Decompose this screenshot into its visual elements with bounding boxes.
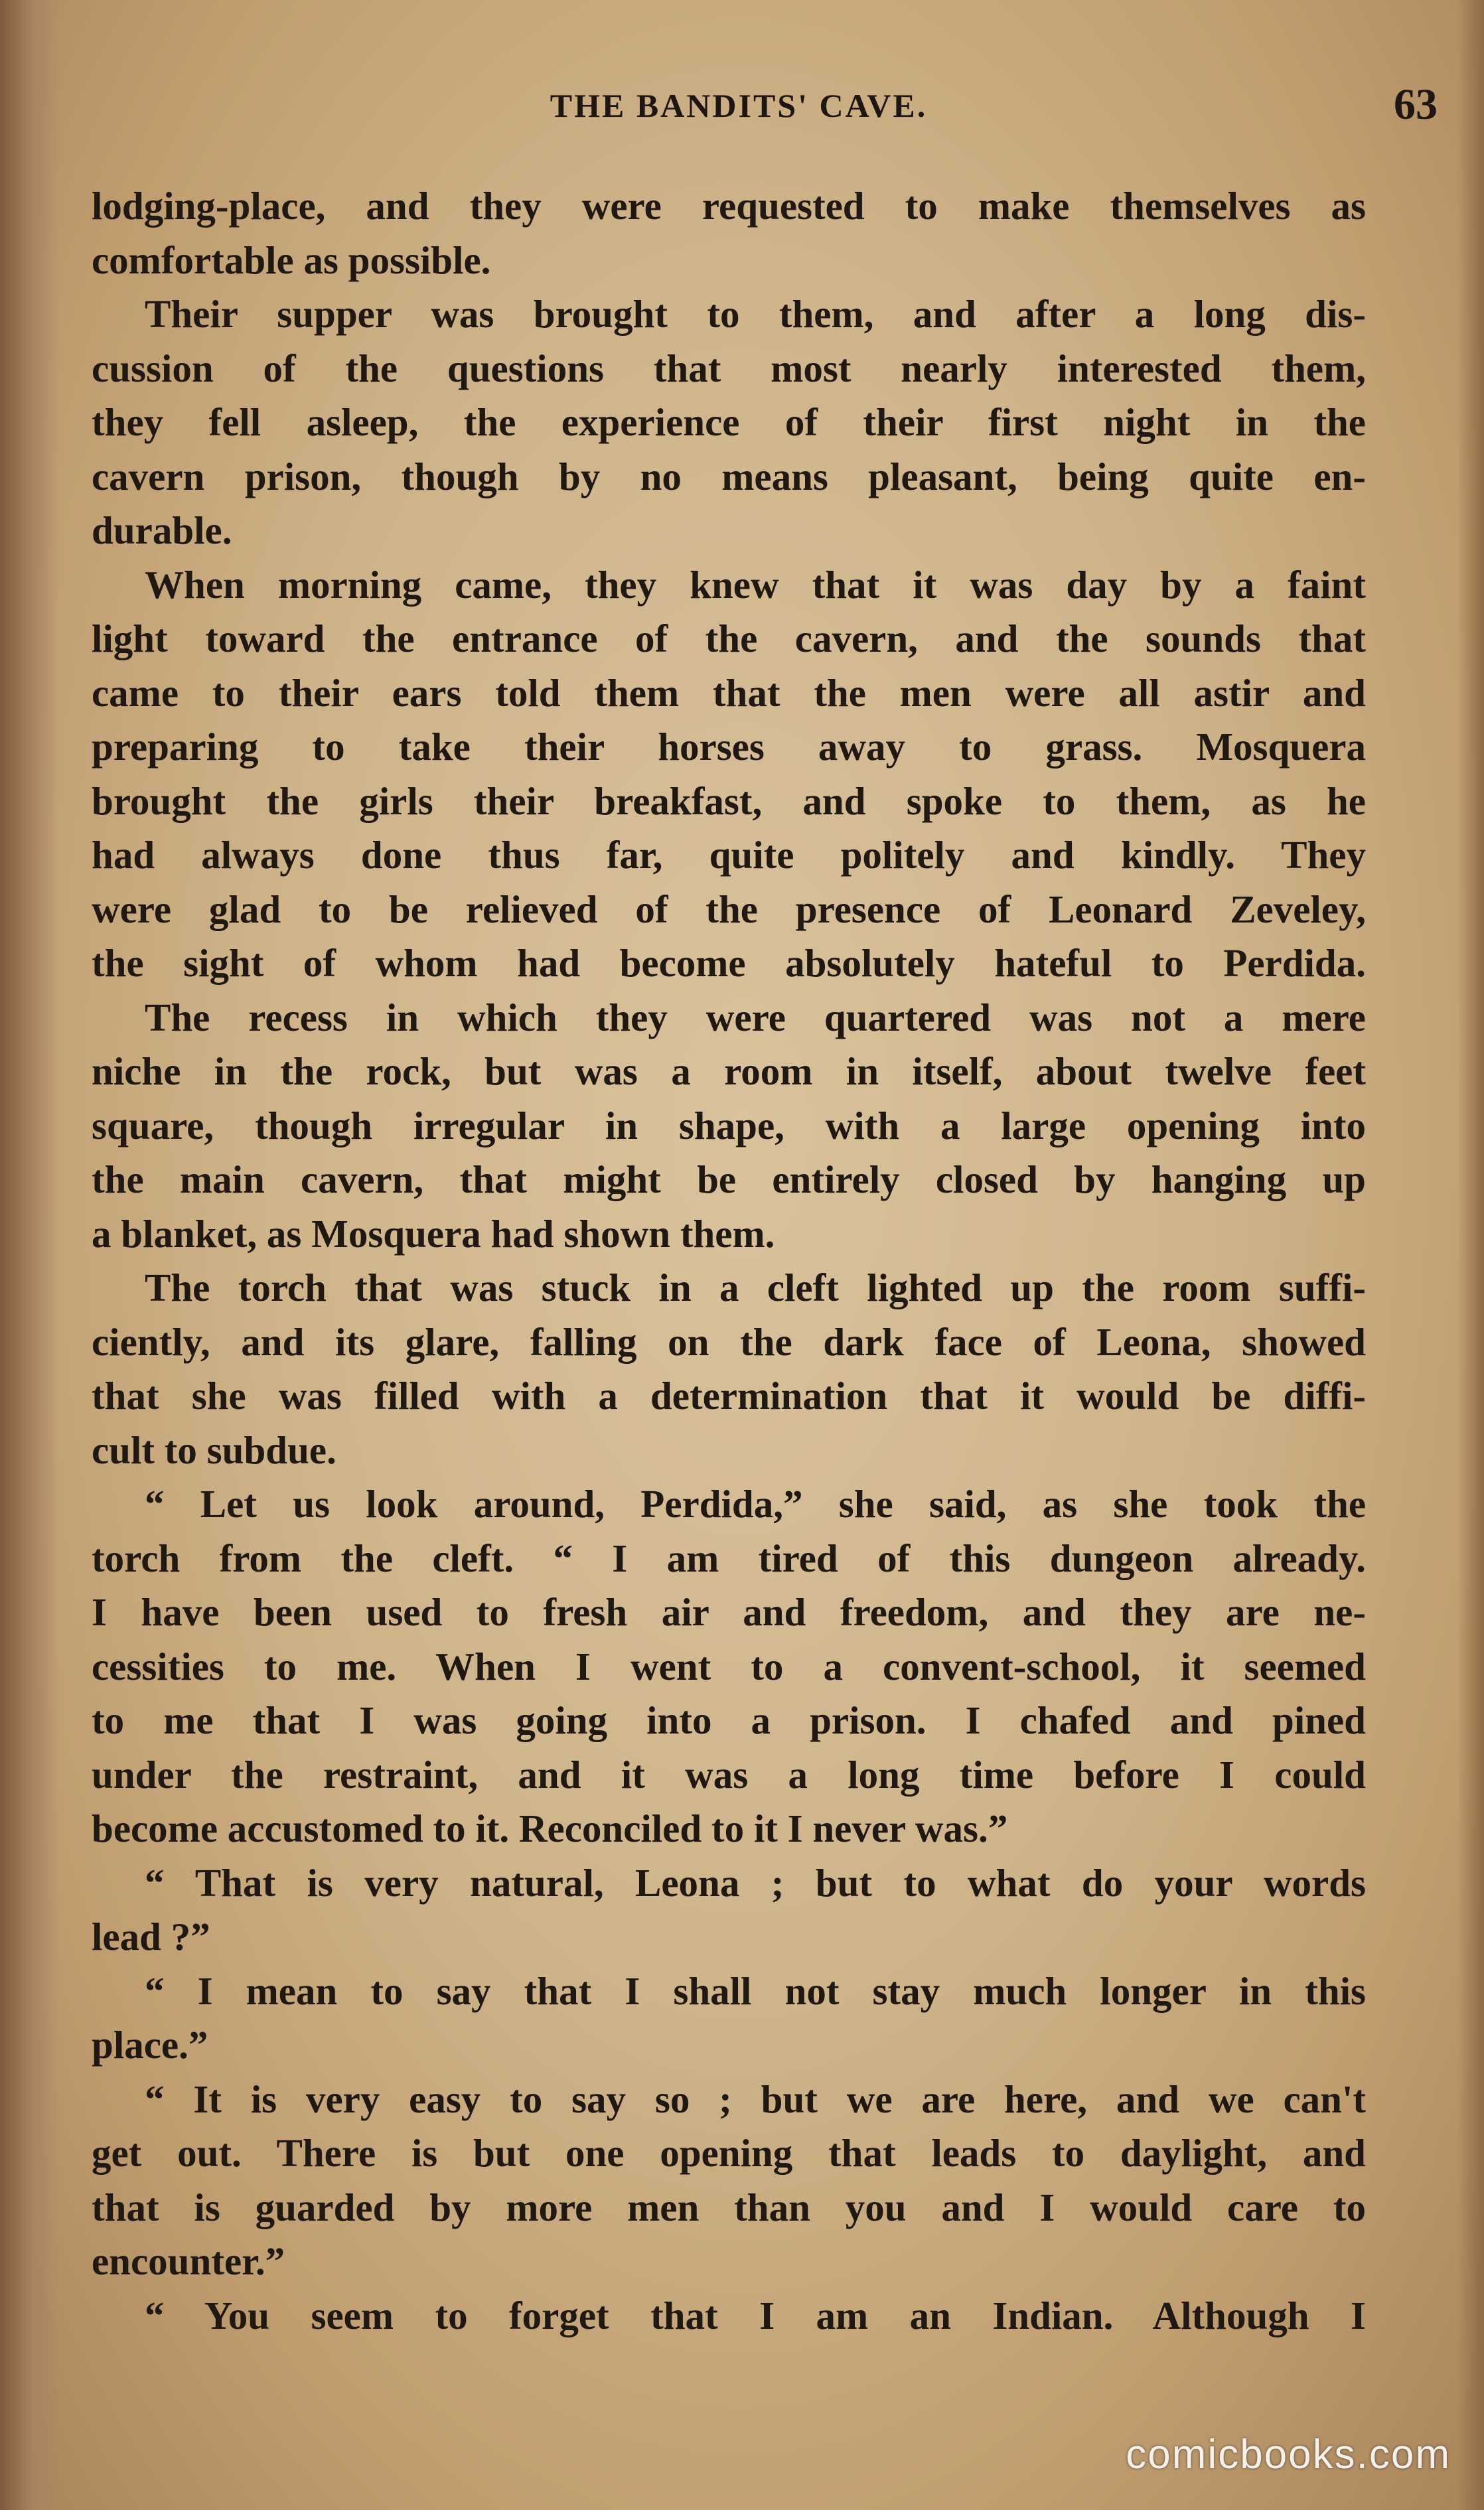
text-line: the main cavern, that might be entirely closed by hanging up (92, 1157, 1366, 1201)
text-line: had always done thus far, quite politely and kindly. They (92, 833, 1366, 877)
text-line: “ You seem to forget that I am an Indian. Although I (145, 2293, 1366, 2337)
text-line: The torch that was stuck in a cleft lighted up the room suffi- (145, 1266, 1366, 1309)
text-line: place.” (92, 2023, 208, 2067)
text-line: Their supper was brought to them, and after a long dis- (145, 292, 1366, 336)
text-line: to me that I was going into a prison. I chafed and pined (92, 1698, 1366, 1742)
text-line: brought the girls their breakfast, and spoke to them, as he (92, 778, 1366, 823)
text-line: cessities to me. When I went to a convent-school, it seemed (92, 1644, 1366, 1688)
text-line: “ I mean to say that I shall not stay much longer in this (145, 1968, 1366, 2013)
text-line: lodging-place, and they were requested to make themselves as (92, 184, 1366, 228)
page-number: 63 (1394, 80, 1438, 129)
text-line: I have been used to fresh air and freedom, and they are ne- (92, 1590, 1366, 1634)
text-line: cavern prison, though by no means pleasant, being quite en- (92, 454, 1366, 498)
text-line: encounter.” (92, 2239, 285, 2283)
body-text (92, 179, 1366, 2343)
text-line: ciently, and its glare, falling on the dark face of Leona, showed (92, 1319, 1366, 1364)
text-line: “ It is very easy to say so ; but we are here, and we can't (145, 2077, 1366, 2121)
text-line: torch from the cleft. “ I am tired of this dungeon already. (92, 1536, 1366, 1580)
text-line: become accustomed to it. Reconciled to it I never was.” (92, 1807, 1008, 1850)
text-line: the sight of whom had become absolutely hateful to Perdida. (92, 941, 1366, 985)
text-line: cult to subdue. (92, 1428, 336, 1472)
text-line: they fell asleep, the experience of their first night in the (92, 400, 1366, 444)
text-line: square, though irregular in shape, with a large opening into (92, 1103, 1366, 1147)
text-line: preparing to take their horses away to grass. Mosquera (92, 725, 1366, 769)
text-line: came to their ears told them that the men were all astir and (92, 670, 1366, 715)
text-line: The recess in which they were quartered was not a mere (145, 995, 1366, 1039)
text-line: that she was filled with a determination that it would be diffi- (92, 1374, 1366, 1418)
text-line: that is guarded by more men than you and I would care to (92, 2185, 1366, 2229)
text-line: a blanket, as Mosquera had shown them. (92, 1211, 775, 1256)
text-line: durable. (92, 508, 232, 552)
text-line: When morning came, they knew that it was day by a faint (145, 562, 1366, 607)
text-line: “ That is very natural, Leona ; but to what do your words (145, 1860, 1366, 1905)
running-title: THE BANDITS' CAVE. (550, 87, 928, 124)
text-line: under the restraint, and it was a long time before I could (92, 1752, 1366, 1797)
text-line: niche in the rock, but was a room in itself, about twelve feet (92, 1049, 1366, 1093)
text-line: get out. There is but one opening that leads to daylight, and (92, 2131, 1366, 2175)
watermark: comicbooks.com (1126, 2432, 1451, 2477)
text-line: “ Let us look around, Perdida,” she said, as she took the (145, 1482, 1366, 1526)
running-head (93, 80, 1438, 133)
text-line: lead ?” (92, 1915, 210, 1958)
text-line: were glad to be relieved of the presence of Leonard Zeveley, (92, 887, 1366, 931)
text-line: comfortable as possible. (92, 238, 491, 282)
text-line: cussion of the questions that most nearly interested them, (92, 346, 1366, 390)
text-line: light toward the entrance of the cavern, and the sounds that (92, 617, 1366, 660)
